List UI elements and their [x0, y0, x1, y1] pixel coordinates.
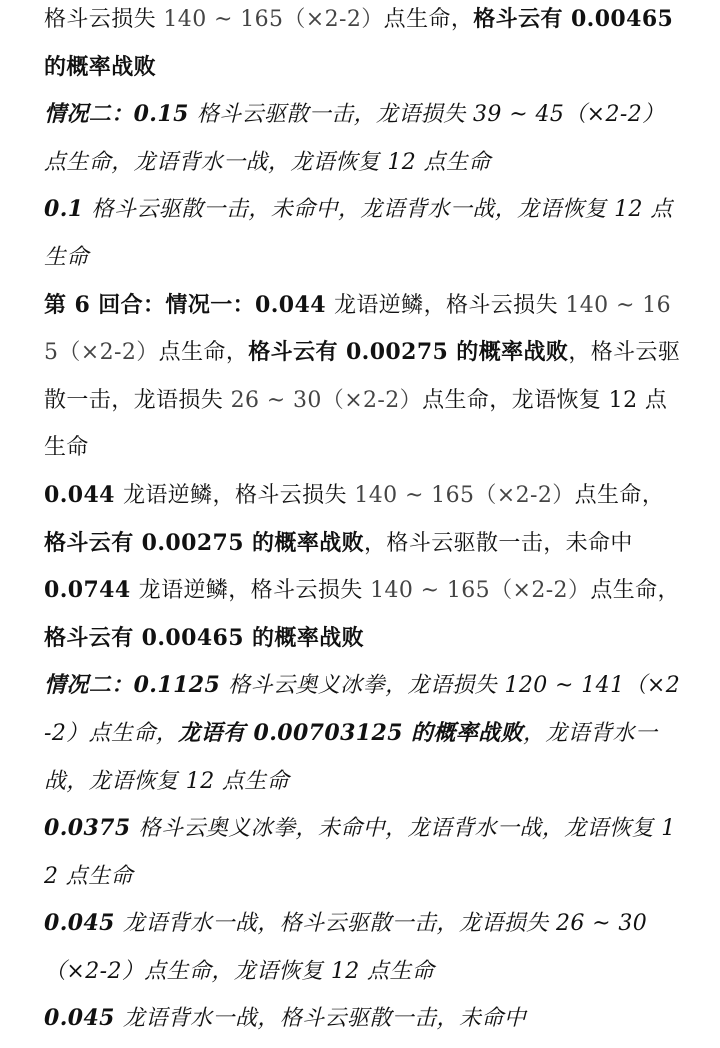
text-run: 点生命，	[158, 340, 249, 366]
bold-text-run: 0.045	[44, 1005, 123, 1032]
text-run: 点生命，	[590, 578, 680, 604]
text-run: 格斗云驱散一击，未命中，龙语背水一战，龙语恢复 12 点生命	[44, 197, 673, 270]
bold-text-run: 格斗云有 0.00465 的概率战败	[44, 624, 365, 651]
text-run: 格斗云损失	[44, 7, 164, 32]
text-run: 140 ~ 165（×2-2）	[370, 578, 591, 604]
paragraph	[44, 567, 682, 662]
bold-text-run: 第 6 回合：情况一：0.044	[44, 291, 334, 318]
bold-text-run: 0.044	[44, 481, 123, 508]
text-run: 龙语逆鳞，格斗云损失	[122, 482, 355, 508]
bold-text-run: 0.0375	[44, 815, 139, 842]
text-run: 龙语逆鳞，格斗云损失	[138, 578, 371, 604]
paragraph	[44, 472, 682, 567]
text-run: 点生命，龙语恢复 12 点生命	[44, 387, 668, 461]
text-run: 格斗云奥义冰拳，未命中，龙语背水一战，龙语恢复 12 点生命	[44, 816, 676, 889]
bold-text-run: 0.045	[44, 910, 123, 937]
paragraph	[44, 186, 682, 281]
text-run: 格斗云奥义冰拳，龙语损失 120 ~ 141（×2-2）点生命，	[44, 673, 681, 746]
text-run: 点生命，	[383, 7, 474, 32]
paragraph	[44, 0, 682, 91]
text-run: ，龙语背水一战，龙语恢复 12 点生命	[44, 720, 658, 794]
bold-text-run: 情况二：0.15	[44, 101, 197, 128]
bold-text-run: 格斗云有 0.00275 的概率战败	[44, 529, 365, 556]
bold-text-run: 0.0744	[44, 577, 139, 604]
paragraph	[44, 900, 682, 995]
text-run: 140 ~ 165（×2-2）	[163, 7, 384, 32]
bold-text-run: 格斗云有 0.00275 的概率战败	[248, 339, 569, 366]
paragraph	[44, 995, 682, 1043]
text-run: ，格斗云驱散一击，龙语损失	[44, 340, 681, 413]
text-run: 龙语逆鳞，格斗云损失	[333, 292, 566, 318]
paragraph	[44, 282, 682, 472]
paragraph	[44, 91, 682, 186]
text-run: 格斗云驱散一击，龙语损失 39 ~ 45（×2-2）点生命，龙语背水一战，龙语恢复 12 点生命	[44, 102, 665, 175]
text-run: ，格斗云驱散一击，未命中	[364, 530, 633, 556]
text-run: 龙语背水一战，格斗云驱散一击，未命中	[122, 1006, 527, 1032]
bold-text-run: 格斗云有 0.00465 的概率战败	[44, 6, 674, 80]
text-run: 点生命，	[574, 482, 665, 508]
text-run: 26 ~ 30（×2-2）	[230, 387, 423, 413]
text-run: 龙语背水一战，格斗云驱散一击，龙语损失 26 ~ 30（×2-2）点生命，龙语恢复 12 点生命	[44, 911, 648, 984]
bold-text-run: 情况二：0.1125	[44, 672, 229, 699]
paragraph	[44, 662, 682, 805]
bold-text-run: 龙语有 0.00703125 的概率战败	[178, 719, 523, 746]
bold-text-run: 0.1	[44, 196, 92, 223]
paragraph	[44, 805, 682, 900]
text-run: 140 ~ 165（×2-2）	[354, 482, 575, 508]
text-run: 140 ~ 165（×2-2）	[44, 292, 671, 366]
